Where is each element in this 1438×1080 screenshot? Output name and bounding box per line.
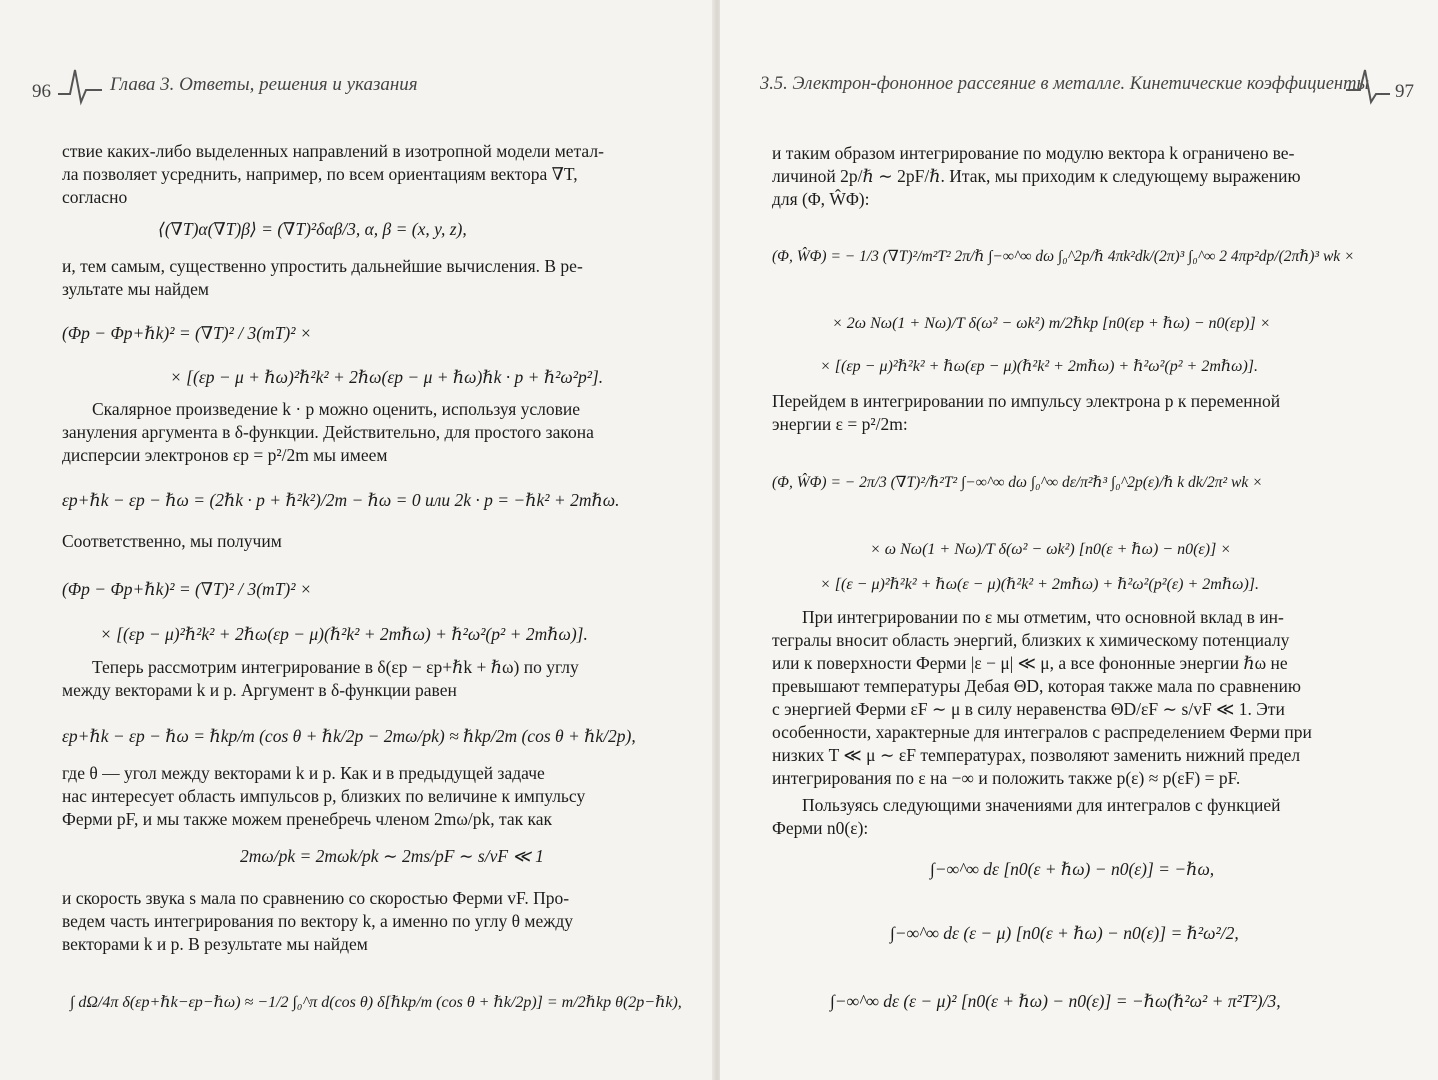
text-line: дисперсии электронов εp = p²/2m мы имеем	[62, 445, 388, 465]
equation: × 2ω Nω(1 + Nω)/T δ(ω² − ωk²) m/2ℏkp [n0(εp + ℏω) − n0(εp)] ×	[832, 315, 1271, 332]
text-line: особенности, характерные для интегралов с распределением Ферми при	[772, 722, 1312, 742]
text-line: Ферми pF, и мы также можем пренебречь членом 2mω/pk, так как	[62, 809, 552, 829]
text-line: Ферми n0(ε):	[772, 818, 869, 838]
text-line: зануления аргумента в δ-функции. Действительно, для простого закона	[62, 422, 594, 442]
text-line: ла позволяет усреднить, например, по всем ориентациям вектора ∇T,	[62, 164, 578, 184]
page-number: 97	[1395, 81, 1414, 102]
equation: × [(εp − μ)²ℏ²k² + ℏω(εp − μ)(ℏ²k² + 2mℏω) + ℏ²ω²(p² + 2mℏω)].	[820, 358, 1259, 375]
text-line: нас интересует область импульсов p, близких по величине к импульсу	[62, 786, 586, 806]
equation: εp+ℏk − εp − ℏω = ℏkp/m (cos θ + ℏk/2p − 2mω/pk) ≈ ℏkp/2m (cos θ + ℏk/2p),	[62, 726, 636, 746]
equation: (Φ, ŴΦ) = − 2π/3 (∇T)²/ℏ²T² ∫−∞^∞ dω ∫₀^∞ dε/π²ℏ³ ∫₀^2p(ε)/ℏ k dk/2π² wk ×	[772, 474, 1263, 491]
text-line: векторами k и p. В результате мы найдем	[62, 934, 368, 954]
text-line: ствие каких-либо выделенных направлений в изотропной модели метал-	[62, 141, 604, 161]
equation: ⟨(∇T)α(∇T)β⟩ = (∇T)²δαβ/3, α, β = (x, y, z),	[158, 219, 467, 239]
text-line: где θ — угол между векторами k и p. Как и в предыдущей задаче	[62, 763, 545, 783]
equation: ∫−∞^∞ dε (ε − μ)² [n0(ε + ℏω) − n0(ε)] = −ℏω(ℏ²ω² + π²T²)/3,	[830, 991, 1281, 1011]
running-head: 3.5. Электрон-фононное рассеяние в металле. Кинетические коэффициенты	[760, 74, 1369, 94]
text-line: Пользуясь следующими значениями для интегралов с функцией	[802, 795, 1281, 815]
text-line: с энергией Ферми εF ∼ μ в силу неравенства ΘD/εF ∼ s/vF ≪ 1. Эти	[772, 699, 1285, 719]
text-line: превышают температуры Дебая ΘD, которая также мала по сравнению	[772, 676, 1301, 696]
text-line: и скорость звука s мала по сравнению со скоростью Ферми vF. Про-	[62, 888, 570, 908]
text-line: При интегрировании по ε мы отметим, что основной вклад в ин-	[802, 607, 1284, 627]
equation: εp+ℏk − εp − ℏω = (2ℏk · p + ℏ²k²)/2m − ℏω = 0 или 2k · p = −ℏk² + 2mℏω.	[62, 490, 620, 510]
right-page	[720, 0, 1438, 1080]
text-line: энергии ε = p²/2m:	[772, 414, 908, 434]
text-line: и таким образом интегрирование по модулю вектора k ограничено ве-	[772, 143, 1295, 163]
text-line: между векторами k и p. Аргумент в δ-функции равен	[62, 680, 457, 700]
pulse-ornament-icon	[58, 66, 102, 106]
text-line: для (Φ, ŴΦ):	[772, 189, 870, 209]
left-page	[0, 0, 716, 1080]
equation: 2mω/pk = 2mωk/pk ∼ 2ms/pF ∼ s/vF ≪ 1	[240, 846, 544, 866]
text-line: Перейдем в интегрировании по импульсу электрона p к переменной	[772, 391, 1281, 411]
equation: (Φp − Φp+ℏk)² = (∇T)² / 3(mT)² ×	[62, 323, 312, 343]
text-line: личиной 2p/ℏ ∼ 2pF/ℏ. Итак, мы приходим к следующему выражению	[772, 166, 1301, 186]
text-line: согласно	[62, 187, 128, 207]
equation: ∫−∞^∞ dε (ε − μ) [n0(ε + ℏω) − n0(ε)] = ℏ²ω²/2,	[890, 923, 1239, 943]
equation: × [(ε − μ)²ℏ²k² + ℏω(ε − μ)(ℏ²k² + 2mℏω) + ℏ²ω²(p²(ε) + 2mℏω)].	[820, 576, 1259, 593]
text-line: низких T ≪ μ ∼ εF температурах, позволяют заменить нижний предел	[772, 745, 1301, 765]
running-head: Глава 3. Ответы, решения и указания	[110, 74, 418, 95]
text-line: или к поверхности Ферми |ε − μ| ≪ μ, а все фононные энергии ℏω не	[772, 653, 1288, 673]
equation: ∫−∞^∞ dε [n0(ε + ℏω) − n0(ε)] = −ℏω,	[930, 859, 1215, 879]
page-number: 96	[32, 81, 51, 102]
equation: × [(εp − μ + ℏω)²ℏ²k² + 2ℏω(εp − μ + ℏω)ℏk · p + ℏ²ω²p²].	[170, 367, 604, 387]
equation: ∫ dΩ/4π δ(εp+ℏk−εp−ℏω) ≈ −1/2 ∫₀^π d(cos θ) δ[ℏkp/m (cos θ + ℏk/2p)] = m/2ℏkp θ(2p−ℏk),	[70, 994, 682, 1011]
equation: (Φp − Φp+ℏk)² = (∇T)² / 3(mT)² ×	[62, 579, 312, 599]
text-line: ведем часть интегрирования по вектору k, а именно по углу θ между	[62, 911, 573, 931]
text-line: Соответственно, мы получим	[62, 531, 282, 551]
text-line: интегрирования по ε на −∞ и положить также p(ε) ≈ p(εF) = pF.	[772, 768, 1241, 788]
pulse-ornament-icon	[1346, 66, 1390, 106]
text-line: Теперь рассмотрим интегрирование в δ(εp − εp+ℏk + ℏω) по углу	[92, 657, 579, 677]
text-line: зультате мы найдем	[62, 279, 209, 299]
equation: × [(εp − μ)²ℏ²k² + 2ℏω(εp − μ)(ℏ²k² + 2mℏω) + ℏ²ω²(p² + 2mℏω)].	[100, 624, 588, 644]
equation: × ω Nω(1 + Nω)/T δ(ω² − ωk²) [n0(ε + ℏω) − n0(ε)] ×	[870, 541, 1232, 558]
equation: (Φ, ŴΦ) = − 1/3 (∇T)²/m²T² 2π/ℏ ∫−∞^∞ dω ∫₀^2p/ℏ 4πk²dk/(2π)³ ∫₀^∞ 2 4πp²dp/(2πℏ)³ wk ×	[772, 248, 1355, 265]
text-line: Скалярное произведение k · p можно оценить, используя условие	[92, 399, 581, 419]
text-line: и, тем самым, существенно упростить дальнейшие вычисления. В ре-	[62, 256, 583, 276]
text-line: тегралы вносит область энергий, близких к химическому потенциалу	[772, 630, 1290, 650]
